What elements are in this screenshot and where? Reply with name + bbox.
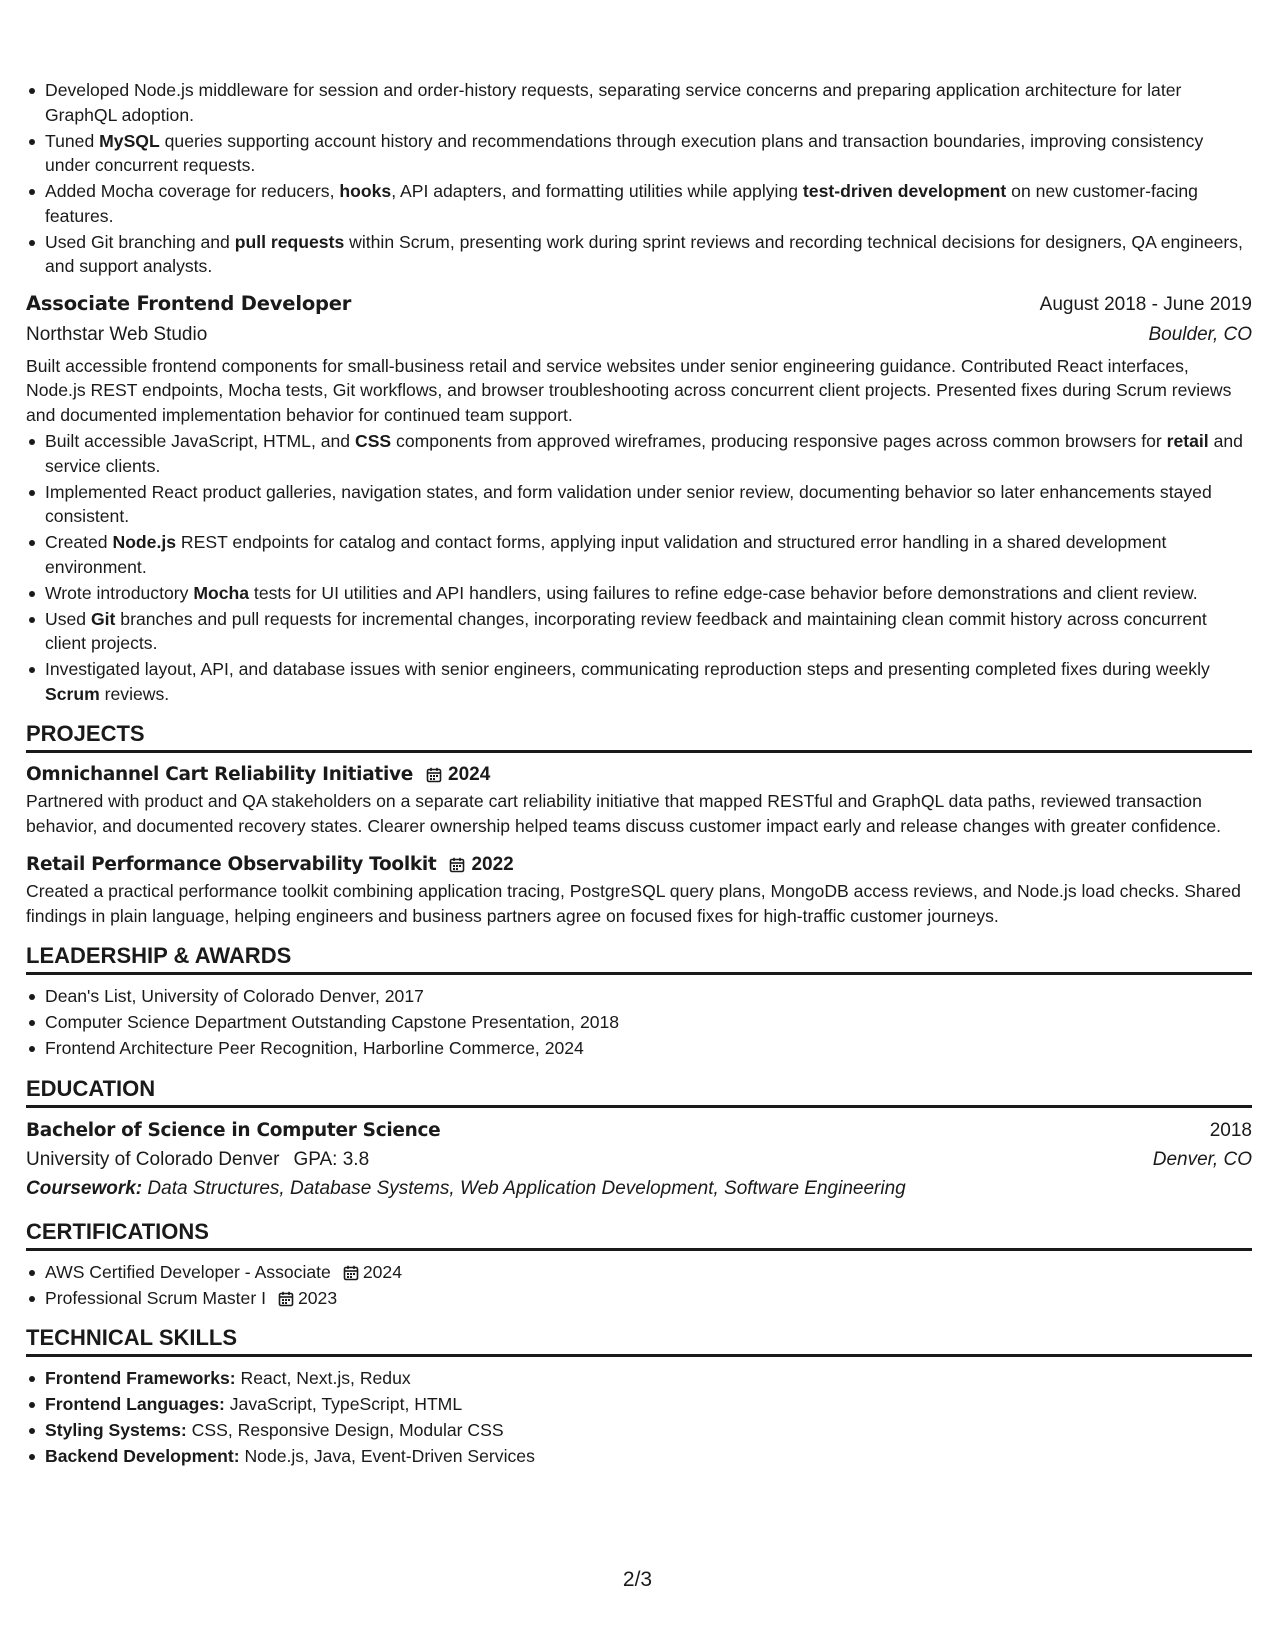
- coursework: [26, 1174, 1252, 1204]
- gpa: GPA: 3.8: [293, 1148, 370, 1170]
- resume-page: [26, 78, 1252, 1470]
- skill-value: JavaScript, TypeScript, HTML: [229, 1394, 463, 1414]
- list-item: [45, 1444, 1252, 1469]
- section-title-leadership: LEADERSHIP & AWARDS: [26, 942, 1252, 975]
- list-item: [45, 1286, 1252, 1311]
- skill-value: React, Next.js, Redux: [240, 1368, 411, 1388]
- list-item: [45, 1260, 1252, 1285]
- degree: Bachelor of Science in Computer Science: [26, 1119, 441, 1141]
- skill-label: Frontend Frameworks:: [45, 1368, 236, 1388]
- job-dates: August 2018 - June 2019: [1039, 293, 1252, 315]
- calendar-icon: [449, 857, 465, 873]
- project-year: 2024: [448, 764, 491, 785]
- project-description: Partnered with product and QA stakeholders on a separate cart reliability initiative that mapped RESTful and GraphQL data paths, reviewed transaction behavior, and documented recovery states. Clearer ownership helped teams discuss customer impact early and release changes with greater confidence.: [26, 791, 1222, 836]
- school-info: [26, 1146, 369, 1174]
- project-header: [26, 852, 1252, 878]
- project-title: Omnichannel Cart Reliability Initiative: [26, 764, 413, 785]
- company-name: Northstar Web Studio: [26, 323, 208, 345]
- project-header: [26, 762, 1252, 788]
- job-summary: Built accessible frontend components for small-business retail and service websites under senior engineering guidance. Contributed React interfaces, Node.js REST endpoints, Mocha tests, Git workflows, and browser troubleshooting across concurrent client projects. Presented fixes during Scrum reviews and documented implementation behavior for continued team support.: [26, 355, 1232, 425]
- leadership-list: [26, 984, 1252, 1061]
- bold-keyword: hooks: [339, 181, 392, 201]
- project-description: Created a practical performance toolkit combining application tracing, PostgreSQL query plans, MongoDB access reviews, and Node.js load checks. Shared findings in plain language, helping engineers and business partners agree on focused fixes for high-traffic customer journeys.: [26, 881, 1241, 926]
- skills-list: [26, 1366, 1252, 1469]
- skill-label: Backend Development:: [45, 1446, 240, 1466]
- job-entry: [26, 289, 1252, 707]
- bold-keyword: Mocha: [193, 582, 250, 603]
- project-entry: [26, 852, 1252, 928]
- cert-name: Professional Scrum Master I: [45, 1287, 266, 1308]
- list-item: Created Node.js REST endpoints for catalog and contact forms, applying input validation and structured error handling in a shared development environment.: [45, 530, 1252, 579]
- skill-label: Frontend Languages:: [45, 1394, 225, 1414]
- page-number: 2/3: [622, 1568, 653, 1591]
- list-item: [45, 1392, 1252, 1417]
- bold-keyword: Node.js: [112, 532, 177, 552]
- list-item: Used Git branching and pull requests within Scrum, presenting work during sprint reviews and recording technical decisions for designers, QA engineers, and support analysts.: [45, 230, 1252, 279]
- school-name: University of Colorado Denver: [26, 1148, 280, 1170]
- coursework-label: Coursework:: [26, 1177, 143, 1199]
- list-item: Investigated layout, API, and database issues with senior engineers, communicating reproduction steps and presenting completed fixes during weekly Scrum reviews.: [45, 657, 1252, 706]
- certifications-list: [26, 1260, 1252, 1311]
- list-item: Computer Science Department Outstanding Capstone Presentation, 2018: [45, 1010, 1252, 1035]
- project-year: 2022: [471, 854, 514, 875]
- previous-job-bullets: [26, 78, 1252, 279]
- list-item: Frontend Architecture Peer Recognition, Harborline Commerce, 2024: [45, 1036, 1252, 1061]
- education-header: [26, 1116, 1252, 1146]
- list-item: Used Git branches and pull requests for incremental changes, incorporating review feedback and maintaining clean commit history across concurrent client projects.: [45, 607, 1252, 656]
- job-subheader: [26, 320, 1252, 350]
- graduation-year: 2018: [1209, 1119, 1252, 1141]
- cert-name: AWS Certified Developer - Associate: [45, 1261, 331, 1282]
- job-bullets: [26, 429, 1252, 706]
- project-title: Retail Performance Observability Toolkit: [26, 854, 437, 875]
- skill-value: CSS, Responsive Design, Modular CSS: [191, 1420, 504, 1440]
- school-location: Denver, CO: [1152, 1148, 1252, 1170]
- bold-keyword: CSS: [354, 431, 392, 451]
- bold-keyword: Git: [90, 608, 116, 629]
- section-title-certifications: CERTIFICATIONS: [26, 1218, 1252, 1251]
- project-entry: [26, 762, 1252, 838]
- calendar-icon: [278, 1291, 294, 1307]
- cert-year: 2023: [297, 1287, 338, 1308]
- education-entry: [26, 1116, 1252, 1204]
- job-title: Associate Frontend Developer: [26, 291, 352, 315]
- skill-label: Styling Systems:: [45, 1420, 187, 1440]
- list-item: Tuned MySQL queries supporting account history and recommendations through execution plans and transaction boundaries, improving consistency under concurrent requests.: [45, 129, 1252, 178]
- coursework-list: Data Structures, Database Systems, Web Application Development, Software Engineering: [147, 1177, 906, 1199]
- list-item: Developed Node.js middleware for session and order-history requests, separating service concerns and preparing application architecture for later GraphQL adoption.: [45, 78, 1252, 127]
- list-item: [45, 1418, 1252, 1443]
- skill-value: Node.js, Java, Event-Driven Services: [244, 1446, 535, 1466]
- list-item: Built accessible JavaScript, HTML, and CSS components from approved wireframes, producing responsive pages across common browsers for retail and service clients.: [45, 429, 1252, 478]
- list-item: Added Mocha coverage for reducers, hooks, API adapters, and formatting utilities while applying test-driven development on new customer-facing features.: [45, 179, 1252, 228]
- education-subheader: [26, 1146, 1252, 1174]
- list-item: [45, 1366, 1252, 1391]
- calendar-icon: [343, 1265, 359, 1281]
- section-title-education: EDUCATION: [26, 1075, 1252, 1108]
- job-location: Boulder, CO: [1148, 323, 1252, 345]
- cert-year: 2024: [362, 1261, 402, 1282]
- bold-keyword: test-driven development: [802, 181, 1007, 201]
- section-title-projects: PROJECTS: [26, 720, 1252, 753]
- bold-keyword: MySQL: [99, 130, 160, 151]
- bold-keyword: pull requests: [234, 231, 345, 252]
- list-item: Implemented React product galleries, navigation states, and form validation under senior review, documenting behavior so later enhancements stayed consistent.: [45, 480, 1252, 529]
- list-item: Dean's List, University of Colorado Denver, 2017: [45, 984, 1252, 1009]
- section-title-skills: TECHNICAL SKILLS: [26, 1324, 1252, 1357]
- job-header: [26, 289, 1252, 320]
- bold-keyword: Scrum: [45, 683, 100, 704]
- bold-keyword: retail: [1166, 431, 1209, 451]
- list-item: Wrote introductory Mocha tests for UI utilities and API handlers, using failures to refine edge-case behavior before demonstrations and client review.: [45, 581, 1252, 606]
- calendar-icon: [426, 767, 442, 783]
